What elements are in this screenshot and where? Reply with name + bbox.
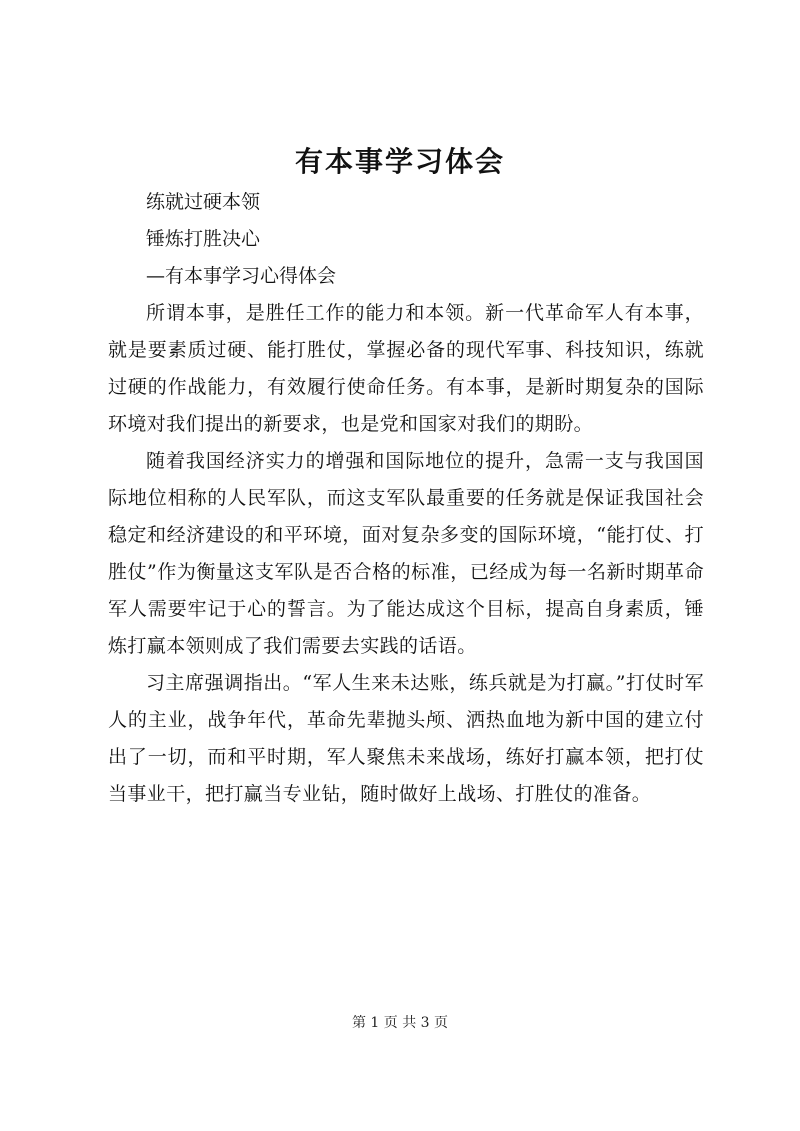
page-footer: 第 1 页 共 3 页 [351, 1015, 449, 1031]
subtitle-2: 锤炼打胜决心 [146, 228, 261, 250]
subtitle-3: —有本事学习心得体会 [146, 265, 337, 287]
subtitle-1: 练就过硬本领 [146, 191, 261, 213]
document-title: 有本事学习体会 [294, 145, 505, 178]
paragraph-1: 所谓本事，是胜任工作的能力和本领。新一代革命军人有本事，就是要素质过硬、能打胜仗，掌握必备的现代军事、科技知识，练就过硬的作战能力，有效履行使命任务。有本事，是新时期复杂的国际环境对我们提出的新要求，也是党和国家对我们的期盼。 [108, 302, 704, 435]
paragraph-3: 习主席强调指出。“军人生来未达账，练兵就是为打赢。”打仗时军人的主业，战争年代，革命先辈抛头颅、洒热血地为新中国的建立付出了一切，而和平时期，军人聚焦未来战场，练好打赢本领，把打仗当事业干，把打赢当专业钻，随时做好上战场、打胜仗的准备。 [108, 672, 704, 805]
paragraph-2: 随着我国经济实力的增强和国际地位的提升，急需一支与我国国际地位相称的人民军队，而这支军队最重要的任务就是保证我国社会稳定和经济建设的和平环境，面对复杂多变的国际环境，“能打仗、打胜仗”作为衡量这支军队是否合格的标准，已经成为每一名新时期革命军人需要牢记于心的誓言。为了能达成这个目标，提高自身素质，锤炼打赢本领则成了我们需要去实践的话语。 [108, 450, 704, 657]
document-body [108, 184, 704, 813]
